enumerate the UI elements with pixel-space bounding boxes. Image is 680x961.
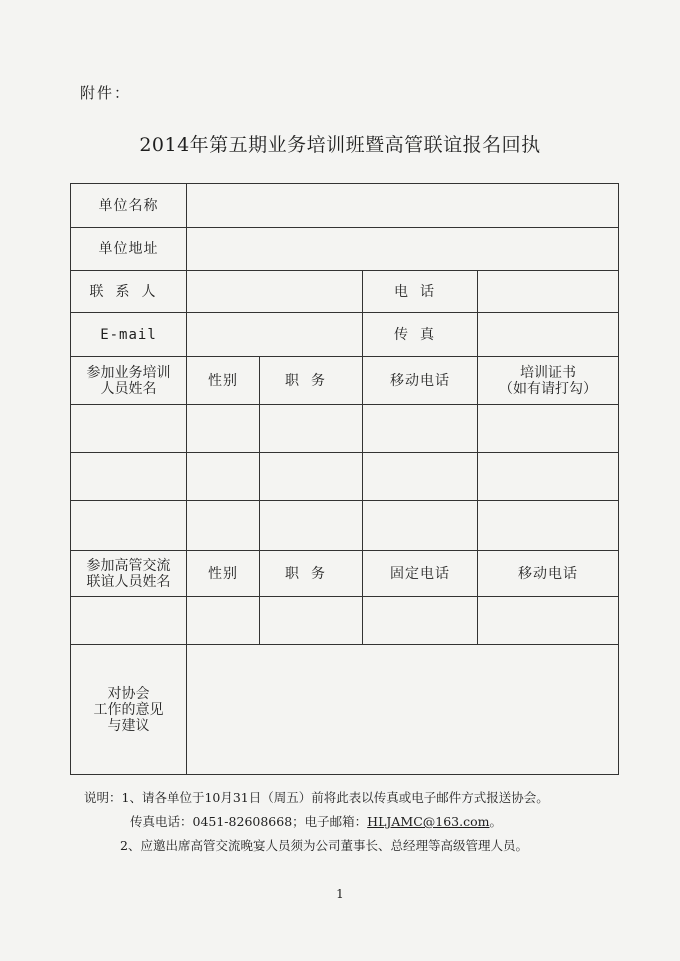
- opinion-field[interactable]: [187, 645, 619, 775]
- unit-address-label: 单位地址: [71, 228, 187, 271]
- training-name-cell[interactable]: [71, 501, 187, 551]
- training-mobile-header: 移动电话: [363, 357, 478, 405]
- fax-label: 传真: [363, 313, 478, 357]
- note-line-3: 2、应邀出席高管交流晚宴人员须为公司董事长、总经理等高级管理人员。: [120, 838, 528, 853]
- training-name-cell[interactable]: [71, 405, 187, 453]
- exec-mobile-cell[interactable]: [478, 597, 619, 645]
- training-mobile-cell[interactable]: [363, 501, 478, 551]
- training-position-cell[interactable]: [260, 501, 363, 551]
- exec-gender-header: 性别: [187, 551, 260, 597]
- opinion-label-line1: 对协会: [107, 685, 150, 702]
- training-row: [71, 453, 619, 501]
- training-name-header-line2: 人员姓名: [100, 380, 157, 397]
- exec-name-header-line2: 联谊人员姓名: [86, 573, 171, 590]
- opinion-label-line3: 与建议: [107, 717, 150, 734]
- training-certificate-header: [478, 357, 619, 405]
- training-name-header: [71, 357, 187, 405]
- exec-position-header: 职务: [260, 551, 363, 597]
- exec-row: [71, 597, 619, 645]
- unit-name-field[interactable]: [187, 184, 619, 228]
- page-title: 2014年第五期业务培训班暨高管联谊报名回执: [139, 134, 541, 156]
- training-position-cell[interactable]: [260, 453, 363, 501]
- training-row: [71, 405, 619, 453]
- training-mobile-cell[interactable]: [363, 405, 478, 453]
- exec-name-header: [71, 551, 187, 597]
- exec-position-cell[interactable]: [260, 597, 363, 645]
- training-gender-cell[interactable]: [187, 501, 260, 551]
- opinion-label-line2: 工作的意见: [93, 701, 164, 718]
- training-position-header: 职务: [260, 357, 363, 405]
- training-certificate-header-line2: （如有请打勾）: [499, 380, 597, 397]
- training-certificate-cell[interactable]: [478, 405, 619, 453]
- training-certificate-header-line1: 培训证书: [520, 364, 576, 381]
- email-label: E-mail: [71, 313, 187, 357]
- notes-section: [84, 786, 624, 858]
- training-gender-header: 性别: [187, 357, 260, 405]
- phone-field[interactable]: [478, 271, 619, 313]
- note-line-2-prefix: 传真电话：0451-82608668；电子邮箱：: [130, 814, 368, 829]
- unit-address-field[interactable]: [187, 228, 619, 271]
- training-position-cell[interactable]: [260, 405, 363, 453]
- exec-name-header-line1: 参加高管交流: [86, 557, 171, 574]
- phone-label: 电话: [363, 271, 478, 313]
- training-name-header-line1: 参加业务培训: [86, 364, 171, 381]
- training-certificate-cell[interactable]: [478, 501, 619, 551]
- exec-landline-header: 固定电话: [363, 551, 478, 597]
- unit-name-label: 单位名称: [71, 184, 187, 228]
- training-name-cell[interactable]: [71, 453, 187, 501]
- contact-person-label: 联系人: [71, 271, 187, 313]
- training-row: [71, 501, 619, 551]
- email-field[interactable]: [187, 313, 363, 357]
- exec-mobile-header: 移动电话: [478, 551, 619, 597]
- exec-name-cell[interactable]: [71, 597, 187, 645]
- training-mobile-cell[interactable]: [363, 453, 478, 501]
- exec-gender-cell[interactable]: [187, 597, 260, 645]
- registration-form-table: [70, 183, 619, 775]
- fax-field[interactable]: [478, 313, 619, 357]
- training-gender-cell[interactable]: [187, 405, 260, 453]
- email-address-link[interactable]: HLJAMC@163.com: [367, 814, 490, 829]
- exec-landline-cell[interactable]: [363, 597, 478, 645]
- page-number: 1: [336, 887, 344, 901]
- note-line-1: 说明：1、请各单位于10月31日（周五）前将此表以传真或电子邮件方式报送协会。: [84, 790, 549, 805]
- note-line-2-suffix: 。: [489, 814, 503, 829]
- note-line-2: [84, 810, 624, 834]
- training-gender-cell[interactable]: [187, 453, 260, 501]
- training-certificate-cell[interactable]: [478, 453, 619, 501]
- contact-person-field[interactable]: [187, 271, 363, 313]
- attachment-label: 附件：: [80, 84, 132, 102]
- opinion-label: [71, 645, 187, 775]
